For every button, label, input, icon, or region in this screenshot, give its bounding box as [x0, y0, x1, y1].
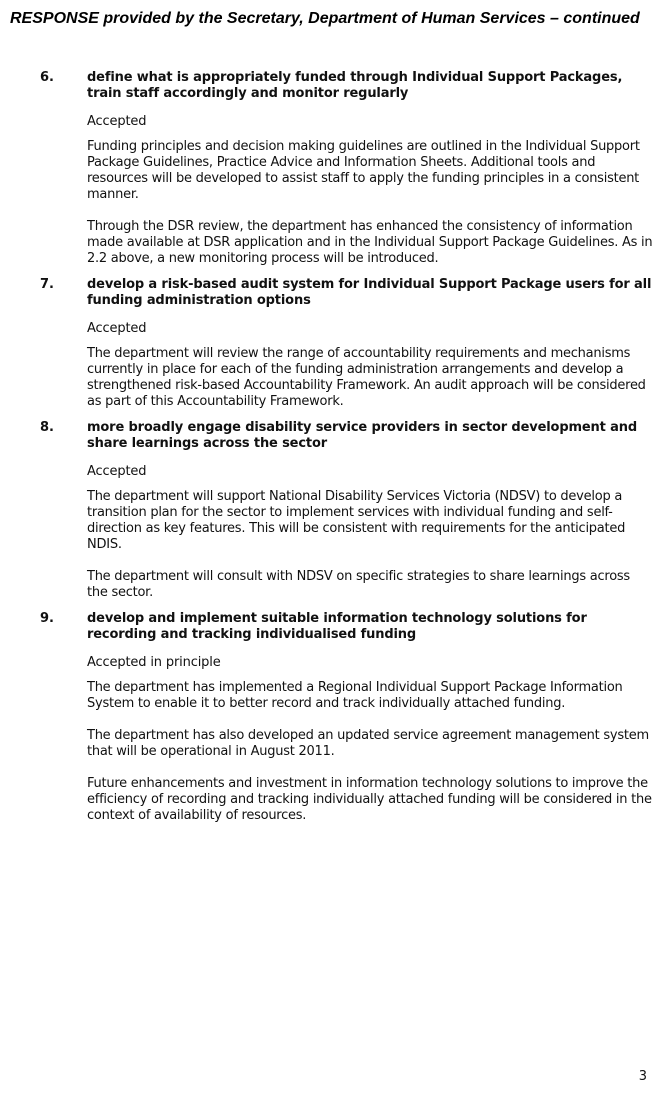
recommendation-7	[0, 277, 661, 410]
recommendation-status: Accepted in principle	[87, 655, 221, 670]
recommendation-number: 6.	[40, 70, 54, 85]
recommendation-status: Accepted	[87, 464, 147, 479]
recommendation-body	[87, 277, 653, 410]
response-paragraph: The department has also developed an updated service agreement management system that will be operational in August 2011.	[87, 728, 649, 759]
recommendation-9	[0, 611, 661, 824]
recommendation-title: more broadly engage disability service providers in sector development and share learnings across the sector	[87, 420, 637, 451]
recommendation-status: Accepted	[87, 321, 147, 336]
response-paragraph: The department has implemented a Regional Individual Support Package Information System to enable it to better record and track individually attached funding.	[87, 680, 623, 711]
recommendation-title: develop and implement suitable information technology solutions for recording and tracking individualised funding	[87, 611, 587, 642]
page-number: 3	[638, 1069, 647, 1084]
recommendation-status: Accepted	[87, 114, 147, 129]
response-paragraph: The department will review the range of accountability requirements and mechanisms currently in place for each of the funding administration arrangements and develop a strengthened risk-based Accountability Framework. An audit approach will be considered as part of this Accountability Framework.	[87, 346, 646, 409]
response-paragraph: Future enhancements and investment in information technology solutions to improve the efficiency of recording and tracking individually attached funding will be considered in the context of availability of resources.	[87, 776, 652, 823]
recommendation-body	[87, 70, 653, 267]
recommendation-6	[0, 70, 661, 267]
recommendation-body	[87, 420, 653, 601]
recommendations-list	[0, 70, 661, 834]
recommendation-8	[0, 420, 661, 601]
recommendation-title: develop a risk-based audit system for Individual Support Package users for all funding administration options	[87, 277, 652, 308]
recommendation-number: 9.	[40, 611, 54, 626]
recommendation-number: 8.	[40, 420, 54, 435]
recommendation-body	[87, 611, 653, 824]
recommendation-title: define what is appropriately funded through Individual Support Packages, train staff accordingly and monitor regularly	[87, 70, 623, 101]
response-paragraph: The department will support National Disability Services Victoria (NDSV) to develop a transition plan for the sector to implement services with individual funding and self-direction as key features. This will be consistent with requirements for the anticipated NDIS.	[87, 489, 626, 552]
recommendation-number: 7.	[40, 277, 54, 292]
response-paragraph: The department will consult with NDSV on specific strategies to share learnings across the sector.	[87, 569, 630, 600]
page-header: RESPONSE provided by the Secretary, Department of Human Services – continued	[10, 10, 640, 27]
response-paragraph: Through the DSR review, the department has enhanced the consistency of information made available at DSR application and in the Individual Support Package Guidelines. As in 2.2 above, a new monitoring process will be introduced.	[87, 219, 653, 266]
response-paragraph: Funding principles and decision making guidelines are outlined in the Individual Support Package Guidelines, Practice Advice and Information Sheets. Additional tools and resources will be developed to assist staff to apply the funding principles in a consistent manner.	[87, 139, 640, 202]
